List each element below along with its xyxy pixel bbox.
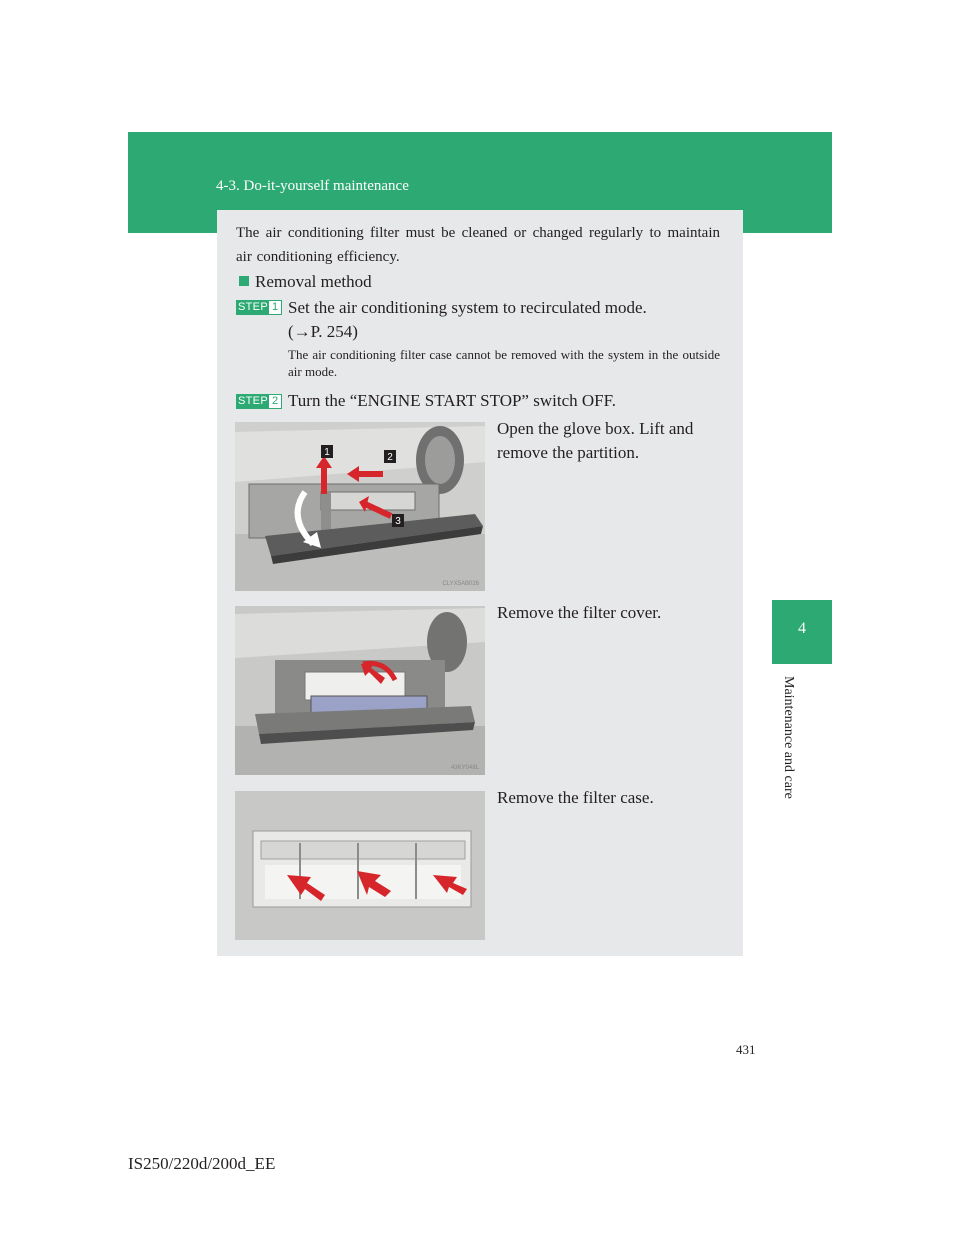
step-2-badge	[236, 394, 282, 409]
step-5-text: Remove the filter case.	[497, 788, 654, 807]
page-number: 431	[736, 1042, 756, 1057]
step-5-photo	[235, 791, 485, 940]
subheading-text: Removal method	[255, 272, 372, 291]
section-title: 4-3. Do-it-yourself maintenance	[216, 178, 409, 194]
step-1-text	[288, 296, 647, 344]
step-2-text: Turn the “ENGINE START STOP” switch OFF.	[288, 391, 616, 410]
chapter-tab[interactable]	[772, 600, 832, 664]
callout-2: 2	[387, 452, 393, 463]
chapter-number: 4	[798, 620, 806, 637]
step-word: STEP	[238, 395, 268, 407]
step-4-photo	[235, 606, 485, 775]
step-3-image-code: CLYX5AB026	[442, 581, 479, 587]
chapter-label: Maintenance and care	[781, 676, 796, 799]
callout-3: 3	[395, 516, 401, 527]
intro-text: The air conditioning filter must be cleaned or changed regularly to maintain air conditioning efficiency.	[236, 225, 720, 265]
content-panel	[217, 210, 743, 956]
step-1-badge	[236, 300, 282, 315]
step-1-note: The air conditioning filter case cannot be removed with the system in the outside air mode.	[288, 347, 720, 379]
step-1-line-2: (→P. 254)	[288, 322, 358, 341]
subheading	[239, 272, 372, 292]
model-code: IS250/220d/200d_EE	[128, 1154, 276, 1173]
step-number: 2	[269, 395, 281, 408]
step-1-line-1: Set the air conditioning system to recirculated mode.	[288, 298, 647, 317]
step-4-image-code: 43KY048L	[450, 765, 479, 771]
bullet-square-icon	[239, 276, 249, 286]
step-3-photo	[235, 422, 485, 591]
step-3-text: Open the glove box. Lift and remove the partition.	[497, 419, 694, 462]
callout-1: 1	[324, 447, 330, 458]
step-number: 1	[269, 301, 281, 314]
step-word: STEP	[238, 301, 268, 313]
step-4-text: Remove the filter cover.	[497, 603, 662, 622]
